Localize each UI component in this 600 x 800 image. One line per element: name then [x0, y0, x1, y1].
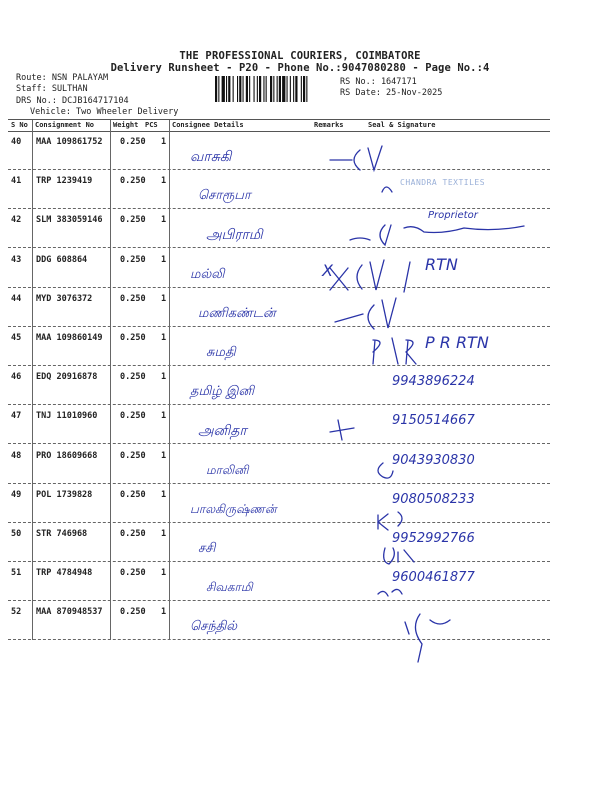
handwritten-signature: 9043930830: [392, 452, 475, 468]
cell-sno: 44: [11, 293, 22, 304]
cell-weight: 0.250: [120, 333, 146, 343]
cell-consignment: PRO 18609668: [36, 450, 98, 461]
cell-sno: 47: [11, 411, 22, 422]
cell-consignment: SLM 383059146: [36, 215, 103, 226]
cell-consignment: STR 746968: [36, 529, 88, 539]
handwritten-remark: X: [322, 260, 333, 280]
cell-sno: 43: [11, 254, 22, 265]
cell-weight: 0.250: [120, 254, 146, 265]
col-consignment: Consignment No: [35, 121, 95, 129]
cell-weight: 0.250: [120, 137, 146, 147]
staff-text: Staff: SULTHAN: [16, 84, 88, 94]
cell-consignment: MAA 109860149: [36, 333, 103, 343]
table-row: [8, 249, 550, 288]
table-top-border: [8, 119, 550, 120]
cell-pcs: 1: [161, 372, 167, 383]
handwritten-signature: RTN: [425, 254, 458, 274]
handwritten-consignee: செந்தில்: [190, 619, 238, 635]
col-consignee: Consignee Details: [172, 121, 244, 129]
col-seal: Seal & Signature: [368, 121, 436, 129]
route-block: [16, 73, 108, 95]
cell-sno: 50: [11, 529, 22, 539]
cell-consignment: TRP 1239419: [36, 176, 93, 187]
company-title: THE PROFESSIONAL COURIERS, COIMBATORE: [179, 50, 421, 62]
table-row: [8, 170, 550, 209]
handwritten-consignee: சசி: [198, 541, 216, 556]
drs-block: [16, 96, 129, 107]
cell-sno: 45: [11, 333, 22, 343]
handwritten-consignee: மாலினி: [206, 462, 249, 477]
cell-pcs: 1: [161, 215, 167, 226]
cell-weight: 0.250: [120, 176, 146, 187]
handwritten-signature: 9952992766: [392, 531, 475, 546]
row-divider: [8, 639, 550, 640]
cell-pcs: 1: [161, 489, 167, 500]
cell-sno: 48: [11, 450, 22, 461]
col-weight: Weight: [113, 121, 139, 129]
col-sno: S No: [11, 121, 28, 129]
cell-weight: 0.250: [120, 529, 146, 539]
cell-pcs: 1: [161, 529, 167, 539]
handwritten-consignee: தமிழ் இனி: [190, 384, 255, 400]
runsheet-subtitle: Delivery Runsheet - P20 - Phone No.:9047080280 - Page No.:4: [110, 62, 490, 74]
cell-pcs: 1: [161, 293, 167, 304]
cell-weight: 0.250: [120, 568, 146, 579]
cell-sno: 46: [11, 372, 22, 383]
handwritten-signature: Proprietor: [428, 210, 478, 222]
cell-pcs: 1: [161, 254, 167, 265]
vehicle-block: [30, 107, 178, 118]
handwritten-consignee: சொரூபா: [198, 188, 251, 204]
cell-pcs: 1: [161, 176, 167, 187]
cell-weight: 0.250: [120, 411, 146, 422]
handwritten-signature: 9080508233: [392, 491, 475, 507]
cell-pcs: 1: [161, 137, 167, 147]
cell-consignment: TNJ 11010960: [36, 411, 98, 422]
cell-consignment: TRP 4784948: [36, 568, 93, 579]
col-pcs: PCS: [145, 121, 158, 129]
handwritten-consignee: சுமதி: [206, 345, 236, 360]
cell-sno: 41: [11, 176, 22, 187]
cell-weight: 0.250: [120, 450, 146, 461]
cell-consignment: EDQ 20916878: [36, 372, 98, 383]
table-row: [8, 131, 550, 170]
rs-date: RS Date: 25-Nov-2025: [340, 88, 443, 98]
cell-weight: 0.250: [120, 372, 146, 383]
cell-weight: 0.250: [120, 607, 146, 618]
cell-sno: 49: [11, 489, 22, 500]
drs-text: DRS No.: DCJB164717104: [16, 96, 129, 106]
handwritten-consignee: மல்லி: [190, 266, 225, 282]
cell-consignment: MYD 3076372: [36, 293, 93, 304]
handwritten-signature: P R RTN: [425, 333, 489, 352]
stamp-mark: CHANDRA TEXTILES: [400, 178, 486, 187]
rs-info: [340, 77, 442, 99]
col-remarks: Remarks: [314, 121, 344, 129]
cell-pcs: 1: [161, 411, 167, 422]
handwritten-signature: 9150514667: [392, 413, 475, 429]
cell-pcs: 1: [161, 333, 167, 343]
rs-no: RS No.: 1647171: [340, 77, 417, 87]
handwritten-signature: 9943896224: [392, 374, 475, 390]
handwritten-consignee: மணிகண்டன்: [198, 305, 276, 321]
cell-weight: 0.250: [120, 489, 146, 500]
cell-sno: 51: [11, 568, 22, 579]
cell-pcs: 1: [161, 568, 167, 579]
cell-consignment: MAA 870948537: [36, 607, 103, 618]
handwritten-consignee: அபிராமி: [206, 227, 263, 244]
handwritten-consignee: சிவகாமி: [206, 580, 253, 595]
barcode-icon: [215, 76, 335, 102]
route-text: Route: NSN PALAYAM: [16, 73, 109, 83]
handwritten-consignee: அனிதா: [198, 423, 247, 440]
cell-pcs: 1: [161, 607, 167, 618]
cell-pcs: 1: [161, 450, 167, 461]
table-row: [8, 601, 550, 640]
handwritten-consignee: வாசுகி: [190, 149, 232, 165]
cell-consignment: MAA 109861752: [36, 137, 103, 147]
handwritten-signature: 9600461877: [392, 570, 475, 586]
cell-consignment: POL 1739828: [36, 489, 93, 500]
cell-sno: 40: [11, 137, 22, 147]
cell-weight: 0.250: [120, 215, 146, 226]
handwritten-consignee: பாலகிருஷ்ணன்: [190, 501, 277, 516]
cell-sno: 52: [11, 607, 22, 618]
cell-consignment: DDG 608864: [36, 254, 88, 265]
vehicle-text: Vehicle: Two Wheeler Delivery: [30, 107, 179, 117]
cell-sno: 42: [11, 215, 22, 226]
table-row: [8, 288, 550, 327]
cell-weight: 0.250: [120, 293, 146, 304]
